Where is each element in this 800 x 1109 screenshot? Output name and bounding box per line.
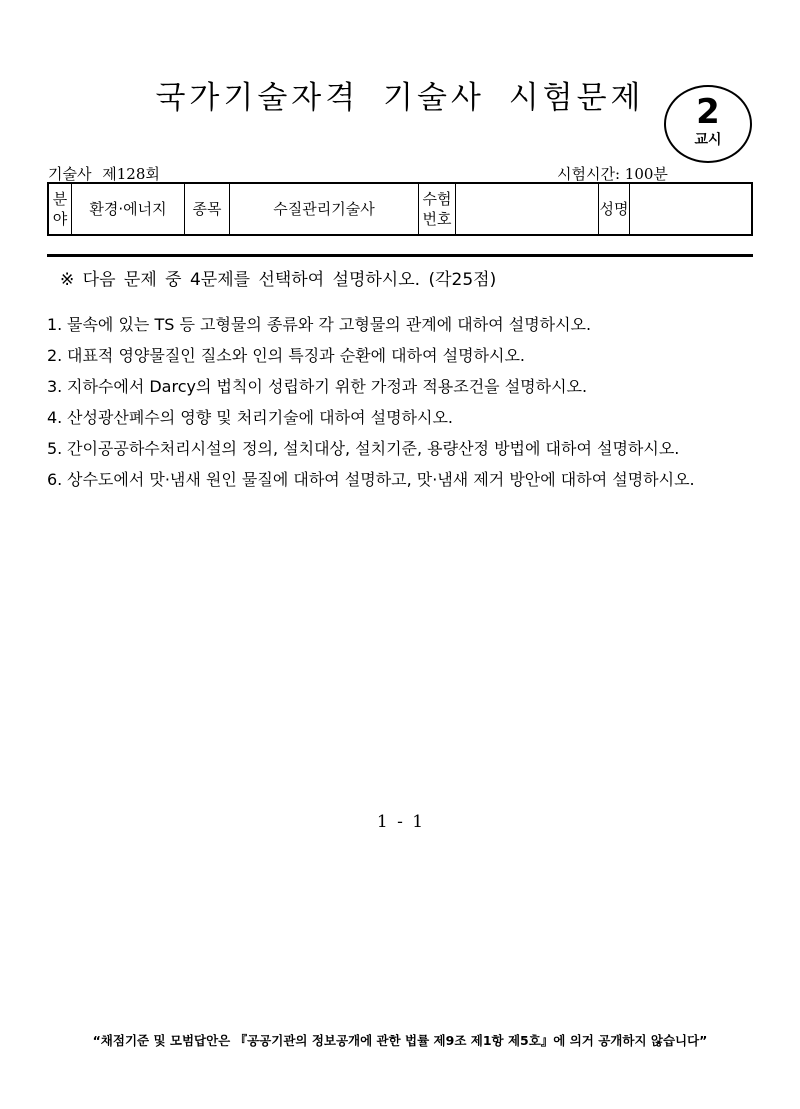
question-item <box>47 310 753 340</box>
question-item <box>47 372 753 402</box>
name-value <box>630 183 753 235</box>
exam-time: 시험시간: 100분 <box>557 165 668 183</box>
exam-number-value <box>456 183 599 235</box>
question-number: 3. <box>47 377 63 396</box>
category-label: 종목 <box>185 183 230 235</box>
field-value: 환경·에너지 <box>72 183 185 235</box>
question-item <box>47 403 753 433</box>
exam-info-table <box>47 182 753 236</box>
question-number: 6. <box>47 470 63 489</box>
page-title: 국가기술자격 기술사 시험문제 <box>155 80 645 116</box>
question-item <box>47 465 753 495</box>
question-number: 2. <box>47 346 63 365</box>
footer-notice: “채점기준 및 모범답안은 『공공기관의 정보공개에 관한 법률 제9조 제1항 제5호』에 의거 공개하지 않습니다” <box>92 1033 708 1048</box>
category-value: 수질관리기술사 <box>230 183 419 235</box>
question-item <box>47 341 753 371</box>
question-text: 산성광산폐수의 영향 및 처리기술에 대하여 설명하시오. <box>67 408 454 427</box>
section-divider <box>47 254 753 257</box>
question-item <box>47 434 753 464</box>
question-text: 물속에 있는 TS 등 고형물의 종류와 각 고형물의 관계에 대하여 설명하시오. <box>67 315 592 334</box>
field-label: 분야 <box>48 183 72 235</box>
name-label: 성명 <box>599 183 630 235</box>
question-number: 1. <box>47 315 63 334</box>
exam-round: 기술사 제128회 <box>48 165 160 183</box>
session-number: 2 <box>696 92 720 132</box>
session-label: 교시 <box>694 132 722 148</box>
question-text: 상수도에서 맛·냄새 원인 물질에 대하여 설명하고, 맛·냄새 제거 방안에 대하여 설명하시오. <box>67 470 695 489</box>
question-number: 5. <box>47 439 63 458</box>
question-list <box>47 310 753 496</box>
question-text: 대표적 영양물질인 질소와 인의 특징과 순환에 대하여 설명하시오. <box>67 346 526 365</box>
question-text: 지하수에서 Darcy의 법칙이 성립하기 위한 가정과 적용조건을 설명하시오. <box>67 377 588 396</box>
exam-number-label: 수험번호 <box>419 183 456 235</box>
question-number: 4. <box>47 408 63 427</box>
session-badge <box>664 85 752 163</box>
instruction: ※ 다음 문제 중 4문제를 선택하여 설명하시오. (각25점) <box>60 270 497 290</box>
question-text: 간이공공하수처리시설의 정의, 설치대상, 설치기준, 용량산정 방법에 대하여 설명하시오. <box>67 439 680 458</box>
page-number: 1 - 1 <box>376 812 424 832</box>
